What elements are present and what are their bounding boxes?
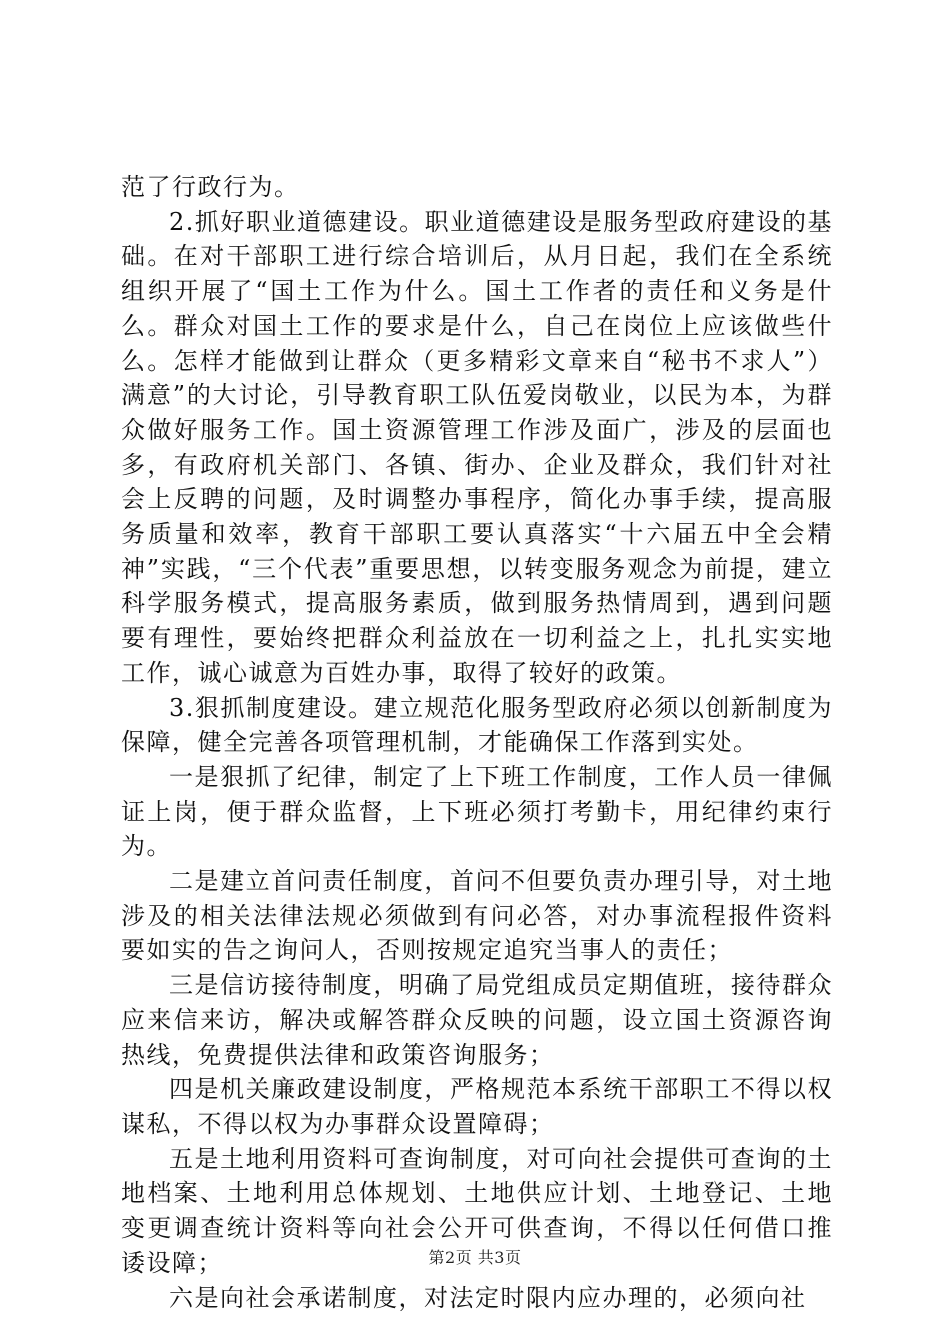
paragraph-public-commitment: 六是向社会承诺制度，对法定时限内应办理的，必须向社 xyxy=(169,1283,807,1312)
paragraph-petition-reception: 三是信访接待制度，明确了局党组成员定期值班，接待群众应来信来访，解决或解答群众反映的问题，设立国土资源咨询热线，免费提供法律和政策咨询服务； xyxy=(121,971,833,1069)
page-number-footer: 第2页 共3页 xyxy=(428,1248,522,1267)
paragraph-professional-ethics: 2.抓好职业道德建设。职业道德建设是服务型政府建设的基础。在对干部职工进行综合培训后，从月日起，我们在全系统组织开展了“国土工作为什么。国土工作者的责任和义务是什么。群众对国土工作的要求是什么，自己在岗位上应该做些什么。怎样才能做到让群众（更多精彩文章来自“秘书不求人”）满意”的大讨论，引导教育职工队伍爱岗敬业，以民为本，为群众做好服务工作。国土资源管理工作涉及面广，涉及的层面也多，有政府机关部门、各镇、街办、企业及群众，我们针对社会上反聘的问题，及时调整办事程序，简化办事手续，提高服务质量和效率，教育干部职工要认真落实“十六届五中全会精神”实践，“三个代表”重要思想，以转变服务观念为前提，建立科学服务模式，提高服务素质，做到服务热情周到，遇到问题要有理性，要始终把群众利益放在一切利益之上，扎扎实实地工作，诚心诚意为百姓办事，取得了较好的政策。 xyxy=(121,207,833,687)
paragraph-discipline: 一是狠抓了纪律，制定了上下班工作制度，工作人员一律佩证上岗，便于群众监督，上下班必须打考勤卡，用纪律约束行为。 xyxy=(121,762,833,861)
paragraph-integrity: 四是机关廉政建设制度，严格规范本系统干部职工不得以权谋私，不得以权为办事群众设置障碍； xyxy=(121,1075,833,1138)
paragraph-continuation: 范了行政行为。 xyxy=(121,173,300,201)
paragraph-system-building: 3.狠抓制度建设。建立规范化服务型政府必须以创新制度为保障，健全完善各项管理机制，才能确保工作落到实处。 xyxy=(121,693,833,757)
document-body xyxy=(121,170,833,1315)
paragraph-data-inquiry: 五是土地利用资料可查询制度，对可向社会提供可查询的土地档案、土地利用总体规划、土地供应计划、土地登记、土地变更调查统计资料等向社会公开可供查询，不得以任何借口推诿设障； xyxy=(121,1144,833,1277)
paragraph-first-inquiry: 二是建立首问责任制度，首问不但要负责办理引导，对土地涉及的相关法律法规必须做到有问必答，对办事流程报件资料要如实的告之询问人，否则按规定追究当事人的责任； xyxy=(121,867,833,965)
